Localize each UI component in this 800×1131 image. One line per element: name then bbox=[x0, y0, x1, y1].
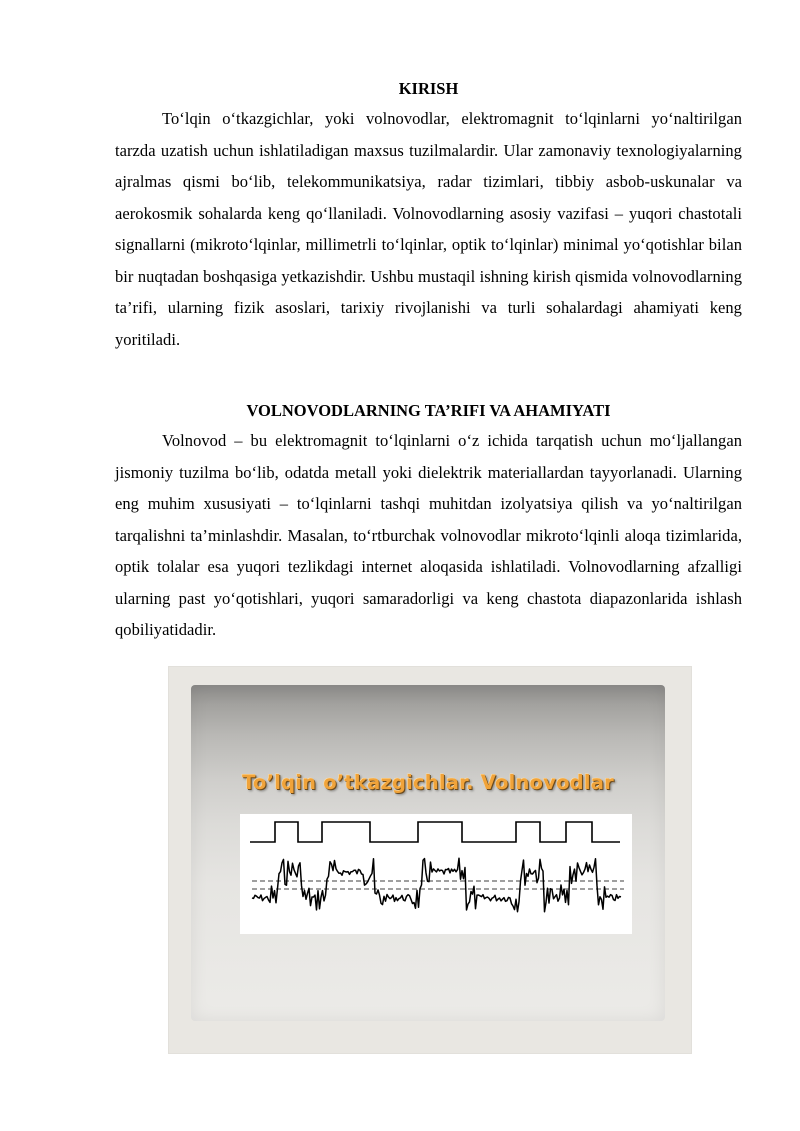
slide-title: To’lqin o’tkazgichlar. Volnovodlar bbox=[242, 771, 614, 794]
section-heading-kirish: KIRISH bbox=[398, 79, 459, 98]
definition-paragraph: Volnovod – bu elektromagnit to‘lqinlarni o‘z ichida tarqatish uchun mo‘ljallangan jismoniy tuzilma bo‘lib, odatda metall yoki dielektrik materiallardan tayyorlanadi. Ularning eng muhim xususiyati – to‘lqinlarni tashqi muhitdan izolyatsiya qilish va yo‘naltirilgan tarqalishni ta’minlashdir. Masalan, to‘rtburchak volnovodlar mikroto‘lqinli aloqa tizimlarida, optik tolalar esa yuqori tezlikdagi internet aloqasida ishlatiladi. Volnovodlarning afzalligi ularning past yo‘qotishlari, yuqori samaradorligi va keng chastota diapazonlarida ishlash qobiliyatidadir. bbox=[115, 431, 742, 639]
signal-waveform-image bbox=[240, 814, 632, 934]
square-wave-signal bbox=[250, 822, 620, 842]
slide-panel bbox=[191, 685, 665, 1021]
noisy-received-signal bbox=[252, 858, 621, 912]
intro-paragraph: To‘lqin o‘tkazgichlar, yoki volnovodlar, elektromagnit to‘lqinlarni yo‘naltirilgan tarzda uzatish uchun ishlatiladigan maxsus tuzilmalardir. Ular zamonaviy texnologiyalarning ajralmas qismi bo‘lib, telekommunikatsiya, radar tizimlari, tibbiy asbob-uskunalar va aerokosmik sohalarda keng qo‘llaniladi. Volnovodlarning asosiy vazifasi – yuqori chastotali signallarni (mikroto‘lqinlar, millimetrli to‘lqinlar, optik to‘lqinlar) minimal yo‘qotishlar bilan bir nuqtadan boshqasiga yetkazishdir. Ushbu mustaqil ishning kirish qismida volnovodlarning ta’rifi, ularning fizik asoslari, tarixiy rivojlanishi va turli sohalardagi ahamiyati keng yoritiladi. bbox=[115, 109, 742, 349]
signal-waveform-graphic bbox=[240, 814, 632, 934]
section-heading-definition: VOLNOVODLARNING TA’RIFI VA AHAMIYATI bbox=[246, 401, 611, 420]
waveguide-slide-figure bbox=[169, 667, 691, 1053]
